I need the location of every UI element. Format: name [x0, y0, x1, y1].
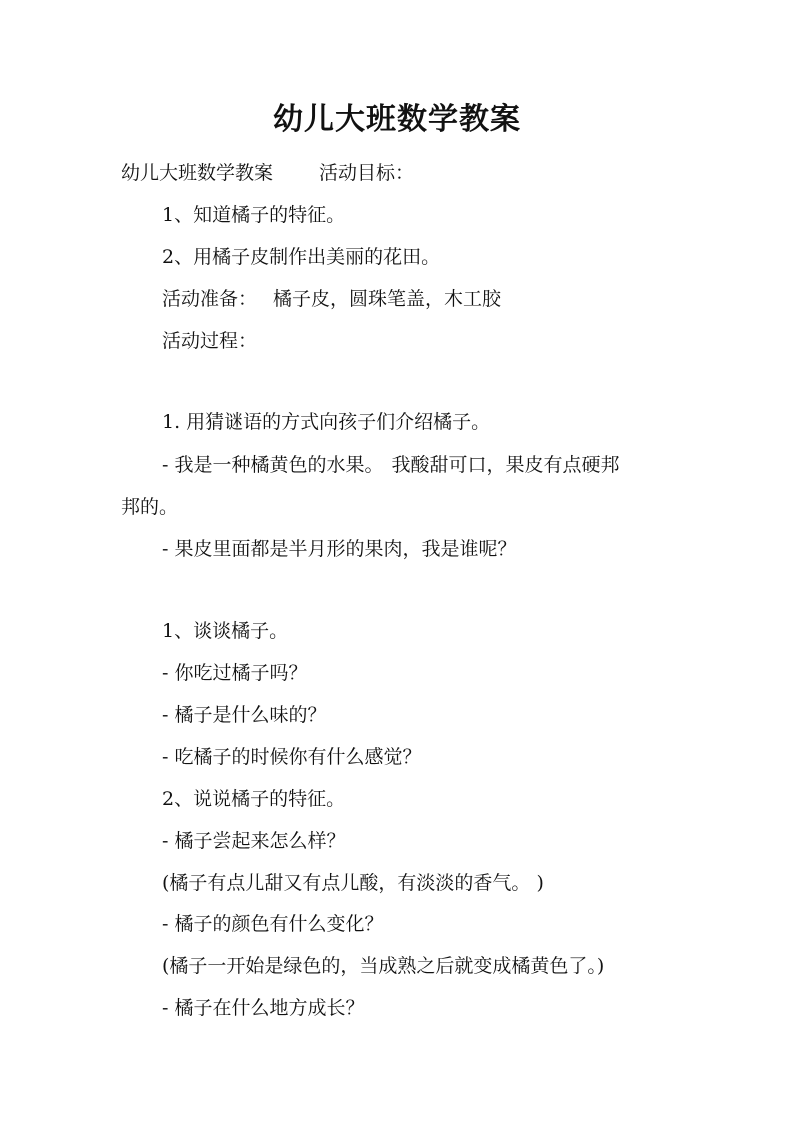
talk-question: - 吃橘子的时候你有什么感觉？ [162, 746, 422, 768]
riddle-line [162, 452, 619, 478]
riddle-line-continuation: 邦的。 [121, 496, 179, 518]
talk-heading: 1、谈谈橘子。 [162, 620, 289, 642]
page-title: 幼儿大班数学教案 [273, 102, 521, 137]
intro-line [121, 160, 414, 186]
riddle-part-a: - 我是一种橘黄色的水果。 [162, 454, 384, 476]
preparation-line [162, 286, 501, 312]
features-question: - 橘子的颜色有什么变化？ [162, 913, 384, 935]
features-answer: (橘子一开始是绿色的，当成熟之后就变成橘黄色了。) [162, 955, 605, 977]
talk-question: - 你吃过橘子吗？ [162, 662, 308, 684]
step1-heading: 1. 用猜谜语的方式向孩子们介绍橘子。 [162, 411, 491, 433]
talk-question: - 橘子是什么味的？ [162, 704, 327, 726]
features-heading: 2、说说橘子的特征。 [162, 788, 346, 810]
features-question: - 橘子在什么地方成长？ [162, 997, 365, 1019]
features-question: - 橘子尝起来怎么样？ [162, 830, 346, 852]
features-answer: (橘子有点儿甜又有点儿酸，有淡淡的香气。 ) [162, 872, 544, 894]
goal-heading: 活动目标： [319, 162, 415, 184]
intro-lead: 幼儿大班数学教案 [121, 162, 274, 184]
goal-item: 1、知道橘子的特征。 [162, 204, 346, 226]
preparation-items: 橘子皮，圆珠笔盖，木工胶 [273, 288, 502, 310]
goal-item: 2、用橘子皮制作出美丽的花田。 [162, 246, 441, 268]
riddle-part-b: 我酸甜可口，果皮有点硬邦 [391, 454, 620, 476]
riddle-line: - 果皮里面都是半月形的果肉，我是谁呢？ [162, 538, 517, 560]
preparation-label: 活动准备： [162, 288, 258, 310]
process-heading: 活动过程： [162, 330, 258, 352]
